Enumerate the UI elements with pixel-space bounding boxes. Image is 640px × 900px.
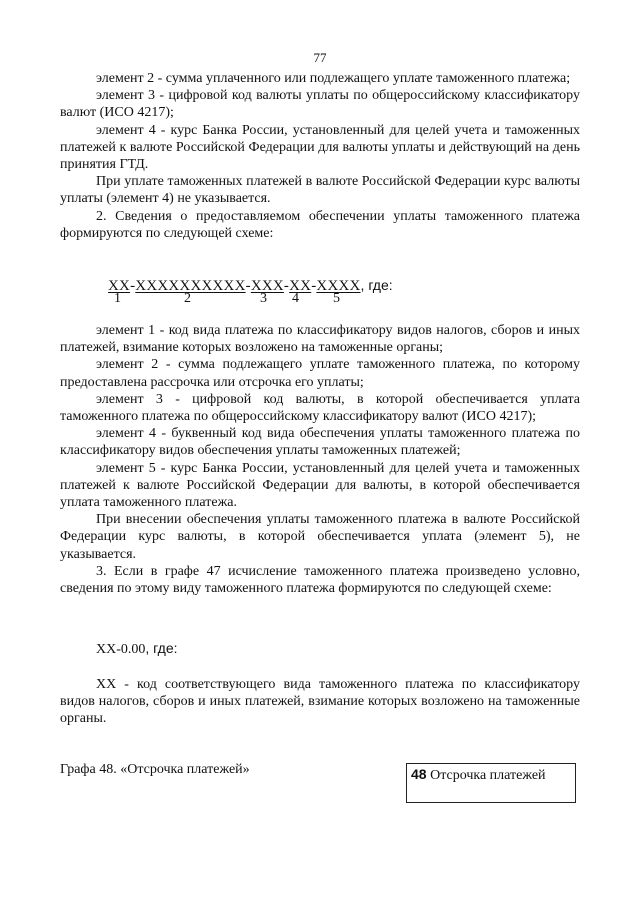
ruble-security-note: При внесении обеспечения уплаты таможенного платежа в валюте Российской Федерации курс валюты, в которой обеспечивается уплата (элемент 5), не указывается.	[60, 512, 580, 562]
section-2-paragraph: 2. Сведения о предоставляемом обеспечении уплаты таможенного платежа формируются по следующей схеме:	[60, 208, 580, 241]
xx-code: XX-0.00	[96, 642, 146, 657]
scheme-element-3-description: элемент 3 - цифровой код валюты, в которой обеспечивается уплата таможенного платежа по общероссийскому классификатору валют (ИСО 4217);	[60, 391, 580, 425]
element-4-description: элемент 4 - курс Банка России, установленный для целей учета и таможенных платежей к валюте Российской Федерации для валюты уплаты и действующий на день принятия ГТД.	[60, 122, 580, 173]
scheme-element-4-description: элемент 4 - буквенный код вида обеспечения уплаты таможенного платежа по классификатору видов обеспечения уплаты таможенных платежей;	[60, 426, 580, 459]
element-3-description: элемент 3 - цифровой код валюты уплаты по общероссийскому классификатору валют (ИСО 4217);	[60, 88, 580, 121]
grafa-48-box	[406, 763, 576, 803]
xx-text-block	[60, 676, 580, 728]
scheme-part-4: XX	[289, 278, 312, 294]
scheme-part-3: XXX	[250, 278, 284, 294]
rate-note-paragraph: При уплате таможенных платежей в валюте Российской Федерации курс валюты уплаты (элемент 4) не указывается.	[60, 174, 580, 207]
scheme-element-5-description: элемент 5 - курс Банка России, установленный для целей учета и таможенных платежей к валюте Российской Федерации для валюты, в которой обеспечивается уплата таможенного платежа.	[60, 460, 580, 511]
grafa-48-caption: Графа 48. «Отсрочка платежей»	[60, 762, 250, 777]
page-number: 77	[313, 50, 327, 65]
scheme-part-5: XXXX	[316, 278, 361, 294]
scheme-element-2-description: элемент 2 - сумма подлежащего уплате таможенного платежа, по которому предоставлена рассрочка или отсрочка его уплаты;	[60, 357, 580, 390]
scheme-number-4: 4	[292, 291, 299, 306]
xx-description: XX - код соответствующего вида таможенного платежа по классификатору видов налогов, сборов и иных платежей, взимание которых возложено на таможенные органы.	[60, 677, 580, 727]
scheme-suffix: , где:	[360, 277, 393, 293]
section-3-paragraph: 3. Если в графе 47 исчисление таможенного платежа произведено условно, сведения по этому виду таможенного платежа формируются по следующей схеме:	[60, 563, 580, 597]
scheme-element-1-description: элемент 1 - код вида платежа по классификатору видов налогов, сборов и иных платежей, взимание которых возложено на таможенные органы;	[60, 323, 580, 356]
conditional-scheme-code	[96, 640, 178, 658]
security-scheme-code: XX-XXXXXXXXXX-XXX-XX-XXXX, где:	[108, 277, 393, 294]
top-text-block	[60, 70, 580, 242]
scheme-number-3: 3	[260, 291, 267, 306]
scheme-part-2: XXXXXXXXXX	[135, 278, 246, 294]
xx-suffix: , где:	[145, 640, 178, 656]
grafa-48-box-label: Отсрочка платежей	[430, 768, 546, 783]
scheme-number-2: 2	[184, 291, 191, 306]
element-2-description: элемент 2 - сумма уплаченного или подлежащего уплате таможенного платежа;	[96, 71, 571, 86]
scheme-number-1: 1	[114, 291, 121, 306]
grafa-48-box-number: 48	[411, 766, 427, 782]
scheme-part-1: XX	[108, 278, 131, 294]
middle-text-block	[60, 322, 580, 597]
scheme-number-5: 5	[333, 291, 340, 306]
